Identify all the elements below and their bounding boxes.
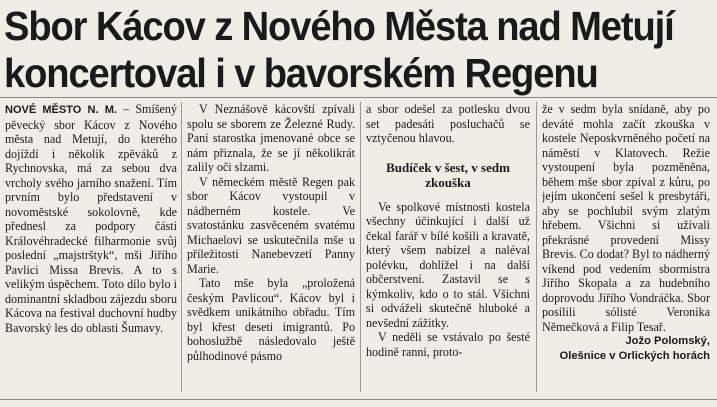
article-paragraph: Ve spolkové místnosti kostela všechny účinkující i další už čekal farář v bílé košili a kravatě, který všem nabízel a naléval polévku, dohlížel i na další občerstvení. Zastavil se s kýmkoliv, kdo o to stál. Všichni si odváželi skutečně hluboké a nevšední zážitky. [366, 199, 530, 330]
headline-divider [0, 97, 717, 98]
column-divider [536, 102, 537, 392]
article-headline [4, 0, 674, 96]
bottom-rule [0, 399, 717, 400]
article-column-3 [366, 102, 530, 396]
article-paragraph: a sbor odešel za potlesku dvou set padesáti posluchačů se vztyčenou hlavou. [366, 102, 530, 145]
article-column-1 [5, 102, 177, 396]
author-name: Jožo Polomský, [625, 335, 710, 347]
subheading: Budíček v šest, v sedm zkouška [386, 159, 510, 190]
article-paragraph: V Neznášově kácovští zpívali spolu se sborem ze Železné Rudy. Paní starostka jmenované obce se nám přiznala, že se jí několikrát zalily oči slzami. [187, 102, 355, 174]
headline-line-1: Sbor Kácov z Nového Města nad Metují [4, 3, 674, 49]
headline-line-2: koncertoval i v bavorském Regenu [4, 50, 598, 96]
author-place: Olešnice v Orlických horách [559, 349, 710, 362]
column-1-text: – Smíšený pěvecký sbor Kácov z Nového města nad Metují, do kterého dojíždí i několik zpěváků z Rychnovska, má za sebou dva vrcholy svého jarního snažení. Tím prvním bylo představení v novoměstské sokolovně, kde přednesl za podpory části Královéhradecké filharmonie svůj poslední „majstrštyk“, mši Jiřího Pavlici Missa Brevis. A to s velikým úspěchem. Toto dílo bylo i dominantní skladbou zájezdu sboru Kácova na festival duchovní hudby Bavorský les do oblasti Šumavy. [5, 102, 177, 335]
article-paragraph: že v sedm byla snídaně, aby po deváté mohla začít zkouška v kostele Neposkvrněného početí na náměstí v Klatovech. Režie vystoupení byla pozměněna, během mše sbor zpíval z kůru, po jejím ukončení sešel k presbytáři, aby se pochlubil svým zlatým hřebem. Všichni si užívali překrásné provedení Missy Brevis. Co dodat? Byl to nádherný víkend pod vedením sbormistra Jiřího Skopala a za hudebního doprovodu Jiřího Vondráčka. Sbor posílili sólisté Veronika Němečková a Filip Tesař. [542, 102, 710, 334]
article-paragraph: Tato mše byla „proložená českým Pavlicou“. Kácov byl i svědkem unikátního obřadu. Tím byl křest deseti imigrantů. Po bohoslužbě následovalo ještě půlhodinové pásmo [187, 276, 355, 363]
dateline: NOVÉ MĚSTO N. M. [5, 104, 117, 116]
article-paragraph: V neděli se vstávalo po šesté hodině ranní, proto- [366, 330, 530, 359]
article-column-4 [542, 102, 710, 396]
article-column-2 [187, 102, 355, 396]
article-paragraph: V německém městě Regen pak sbor Kácov vystoupil v nádherném kostele. Ve svatostánku zasvěceném svatému Michaelovi se uskutečnila mše u příležitosti Nanebevzetí Panny Marie. [187, 174, 355, 276]
column-divider [181, 102, 182, 392]
article-paragraph [5, 102, 177, 335]
column-divider [360, 102, 361, 392]
